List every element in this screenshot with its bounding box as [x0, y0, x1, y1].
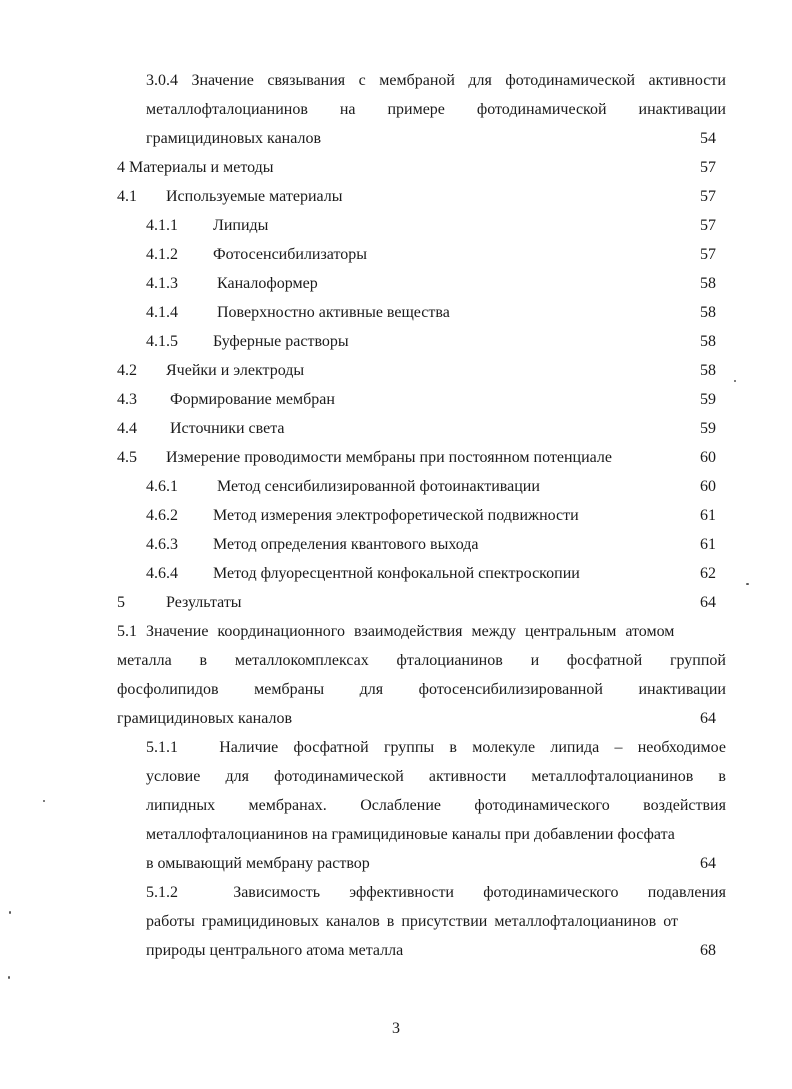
toc-page-4-1-1: 57 — [700, 217, 716, 234]
toc-entry-3-0-4-line2: металлофталоцианинов на примере фотодинамической инактивации — [146, 101, 726, 118]
toc-title-4-6-4: Метод флуоресцентной конфокальной спектроскопии — [213, 565, 580, 582]
toc-page-4-1-4: 58 — [700, 304, 716, 321]
toc-num-4-6-3: 4.6.3 — [146, 536, 178, 553]
toc-title-4-1-4: Поверхностно активные вещества — [217, 304, 450, 321]
toc-title-4-1: Используемые материалы — [166, 188, 343, 205]
toc-entry-5-1-1-line4: металлофталоцианинов на грамицидиновые каналы при добавлении фосфата — [146, 826, 675, 843]
toc-entry-3-0-4-line3: грамицидиновых каналов — [146, 130, 322, 147]
page-number: 3 — [392, 1020, 400, 1037]
toc-num-4-2: 4.2 — [117, 362, 137, 379]
toc-page-4: 57 — [700, 159, 716, 176]
toc-page-4-6-4: 62 — [700, 565, 716, 582]
toc-title-4-1-2: Фотосенсибилизаторы — [213, 246, 368, 263]
toc-entry-5-1-1-line3: липидных мембранах. Ослабление фотодинамического воздействия — [146, 797, 726, 814]
toc-entry-5-1-1-line5: в омывающий мембрану раствор — [146, 855, 370, 872]
toc-page-4-1: 57 — [700, 188, 716, 205]
toc-num-4-4: 4.4 — [117, 420, 137, 437]
toc-page-5-1-2: 68 — [700, 942, 716, 959]
toc-title-4-6-3: Метод определения квантового выхода — [213, 536, 479, 553]
toc-title-4-6-2: Метод измерения электрофоретической подвижности — [213, 507, 579, 524]
toc-num-4-1-1: 4.1.1 — [146, 217, 178, 234]
toc-title-4-1-1: Липиды — [213, 217, 269, 234]
toc-title-5: Результаты — [166, 594, 242, 611]
toc-title-4-1-5: Буферные растворы — [213, 333, 349, 350]
scan-speck — [43, 800, 45, 802]
scan-speck — [746, 583, 749, 585]
toc-num-4-1-3: 4.1.3 — [146, 275, 178, 292]
toc-page-4-2: 58 — [700, 362, 716, 379]
toc-entry-3-0-4-line1: 3.0.4 Значение связывания с мембраной для фотодинамической активности — [146, 72, 726, 89]
toc-title-4-4: Источники света — [170, 420, 285, 437]
toc-num-4-3: 4.3 — [117, 391, 137, 408]
toc-entry-5-1-line2: металла в металлокомплексах фталоцианинов и фосфатной группой — [117, 652, 726, 669]
toc-num-4-1-4: 4.1.4 — [146, 304, 178, 321]
toc-page-5-1: 64 — [700, 710, 716, 727]
toc-num-4-1: 4.1 — [117, 188, 137, 205]
toc-page-3-0-4: 54 — [700, 130, 716, 147]
toc-entry-5-1-1-line2: условие для фотодинамической активности металлофталоцианинов в — [146, 768, 726, 785]
toc-entry-5-1-line3: фосфолипидов мембраны для фотосенсибилизированной инактивации — [117, 681, 726, 698]
toc-num-4-6-4: 4.6.4 — [146, 565, 178, 582]
toc-page-4-1-5: 58 — [700, 333, 716, 350]
toc-page-5: 64 — [700, 594, 716, 611]
toc-page-4-1-3: 58 — [700, 275, 716, 292]
toc-num-4-1-5: 4.1.5 — [146, 333, 178, 350]
toc-title-4-6-1: Метод сенсибилизированной фотоинактивации — [217, 478, 540, 495]
toc-title-4-1-3: Каналоформер — [217, 275, 318, 292]
toc-page-5-1-1: 64 — [700, 855, 716, 872]
toc-entry-5-1-line1: 5.1 Значение координационного взаимодействия между центральным атомом — [117, 623, 675, 640]
toc-num-5: 5 — [117, 594, 125, 611]
toc-num-4-6-1: 4.6.1 — [146, 478, 178, 495]
toc-title-4-2: Ячейки и электроды — [166, 362, 305, 379]
toc-entry-5-1-2-line2: работы грамицидиновых каналов в присутствии металлофталоцианинов от — [146, 913, 678, 930]
toc-num-4-5: 4.5 — [117, 449, 137, 466]
toc-page-4-6-2: 61 — [700, 507, 716, 524]
toc-entry-5-1-2-line3: природы центрального атома металла — [146, 942, 404, 959]
toc-title-4-3: Формирование мембран — [170, 391, 335, 408]
toc-entry-5-1-line4: грамицидиновых каналов — [117, 710, 293, 727]
toc-page-4-3: 59 — [700, 391, 716, 408]
toc-entry-5-1-2-line1: 5.1.2 Зависимость эффективности фотодинамического подавления — [146, 884, 726, 901]
toc-title-4-5: Измерение проводимости мембраны при постоянном потенциале — [166, 449, 612, 466]
toc-page-4-4: 59 — [700, 420, 716, 437]
scan-speck — [9, 911, 11, 914]
scan-speck — [734, 380, 736, 382]
toc-page-4-5: 60 — [700, 449, 716, 466]
toc-num-4-1-2: 4.1.2 — [146, 246, 178, 263]
toc-page-4-1-2: 57 — [700, 246, 716, 263]
scan-speck — [8, 976, 10, 979]
toc-num-4-6-2: 4.6.2 — [146, 507, 178, 524]
toc-entry-4: 4 Материалы и методы — [117, 159, 274, 176]
toc-entry-5-1-1-line1: 5.1.1 Наличие фосфатной группы в молекуле липида – необходимое — [146, 739, 726, 756]
toc-page-4-6-1: 60 — [700, 478, 716, 495]
toc-page-4-6-3: 61 — [700, 536, 716, 553]
